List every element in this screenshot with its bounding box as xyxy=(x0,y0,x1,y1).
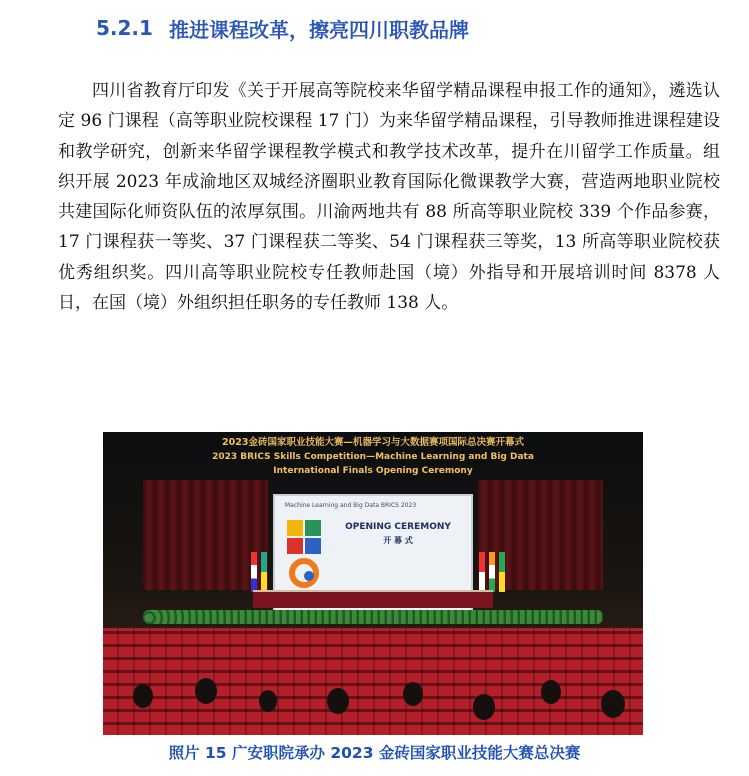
section-number: 5.2.1 xyxy=(96,16,153,40)
photo-caption: 照片 15 广安职院承办 2023 金砖国家职业技能大赛总决赛 xyxy=(168,744,581,762)
brics-logo-icon xyxy=(285,518,329,598)
audience-head xyxy=(133,684,153,708)
body-paragraph: 四川省教育厅印发《关于开展高等院校来华留学精品课程申报工作的通知》，遴选认定 96 门课程（高等职业院校课程 17 门）为来华留学精品课程，引导教师推进课程建设和教学研究，创新来华留学课程教学模式和教学技术改革，提升在川留学工作质量。组织开展 2023 年成渝地区双城经济圈职业教育国际化微课教学大赛，营造两地职业院校共建国际化师资队伍的浓厚氛围。川渝两地共有 88 所高等职业院校 339 个作品参赛，17 门课程获一等奖、37 门课程获二等奖、54 门课程获三等奖，13 所高等职业院校获优秀组织奖。四川高等职业院校专任教师赴国（境）外指导和开展培训时间 8378 人日，在国（境）外组织担任职务的专任教师 138 人。 xyxy=(58,81,720,314)
audience-head xyxy=(541,680,561,704)
left-curtain xyxy=(143,480,268,590)
banner-english: 2023 BRICS Skills Competition—Machine Learning and Big Data International Finals Opening Ceremony xyxy=(212,452,534,476)
flag xyxy=(479,552,485,592)
audience-head xyxy=(403,682,423,706)
audience-head xyxy=(195,678,217,704)
section-heading xyxy=(96,12,469,44)
flag xyxy=(251,552,257,592)
screen-top-text: Machine Learning and Big Data BRICS 2023 xyxy=(285,502,417,509)
flag xyxy=(261,552,267,592)
audience-head xyxy=(327,688,349,714)
banner-chinese: 2023金砖国家职业技能大赛—机器学习与大数据赛项国际总决赛开幕式 xyxy=(222,437,524,448)
right-curtain xyxy=(478,480,603,590)
screen-title-english: OPENING CEREMONY xyxy=(345,522,451,532)
audience-head xyxy=(601,690,625,718)
screen-title-chinese: 开 幕 式 xyxy=(383,536,413,545)
stage-plants xyxy=(143,610,603,624)
audience-head xyxy=(259,690,277,712)
flag xyxy=(489,552,495,592)
flag xyxy=(499,552,505,592)
audience-head xyxy=(473,694,495,720)
stage-table xyxy=(253,590,493,608)
event-photo xyxy=(103,432,643,735)
photo-banner xyxy=(181,436,565,476)
audience-seats xyxy=(103,628,643,735)
section-title: 推进课程改革，擦亮四川职教品牌 xyxy=(168,17,469,42)
